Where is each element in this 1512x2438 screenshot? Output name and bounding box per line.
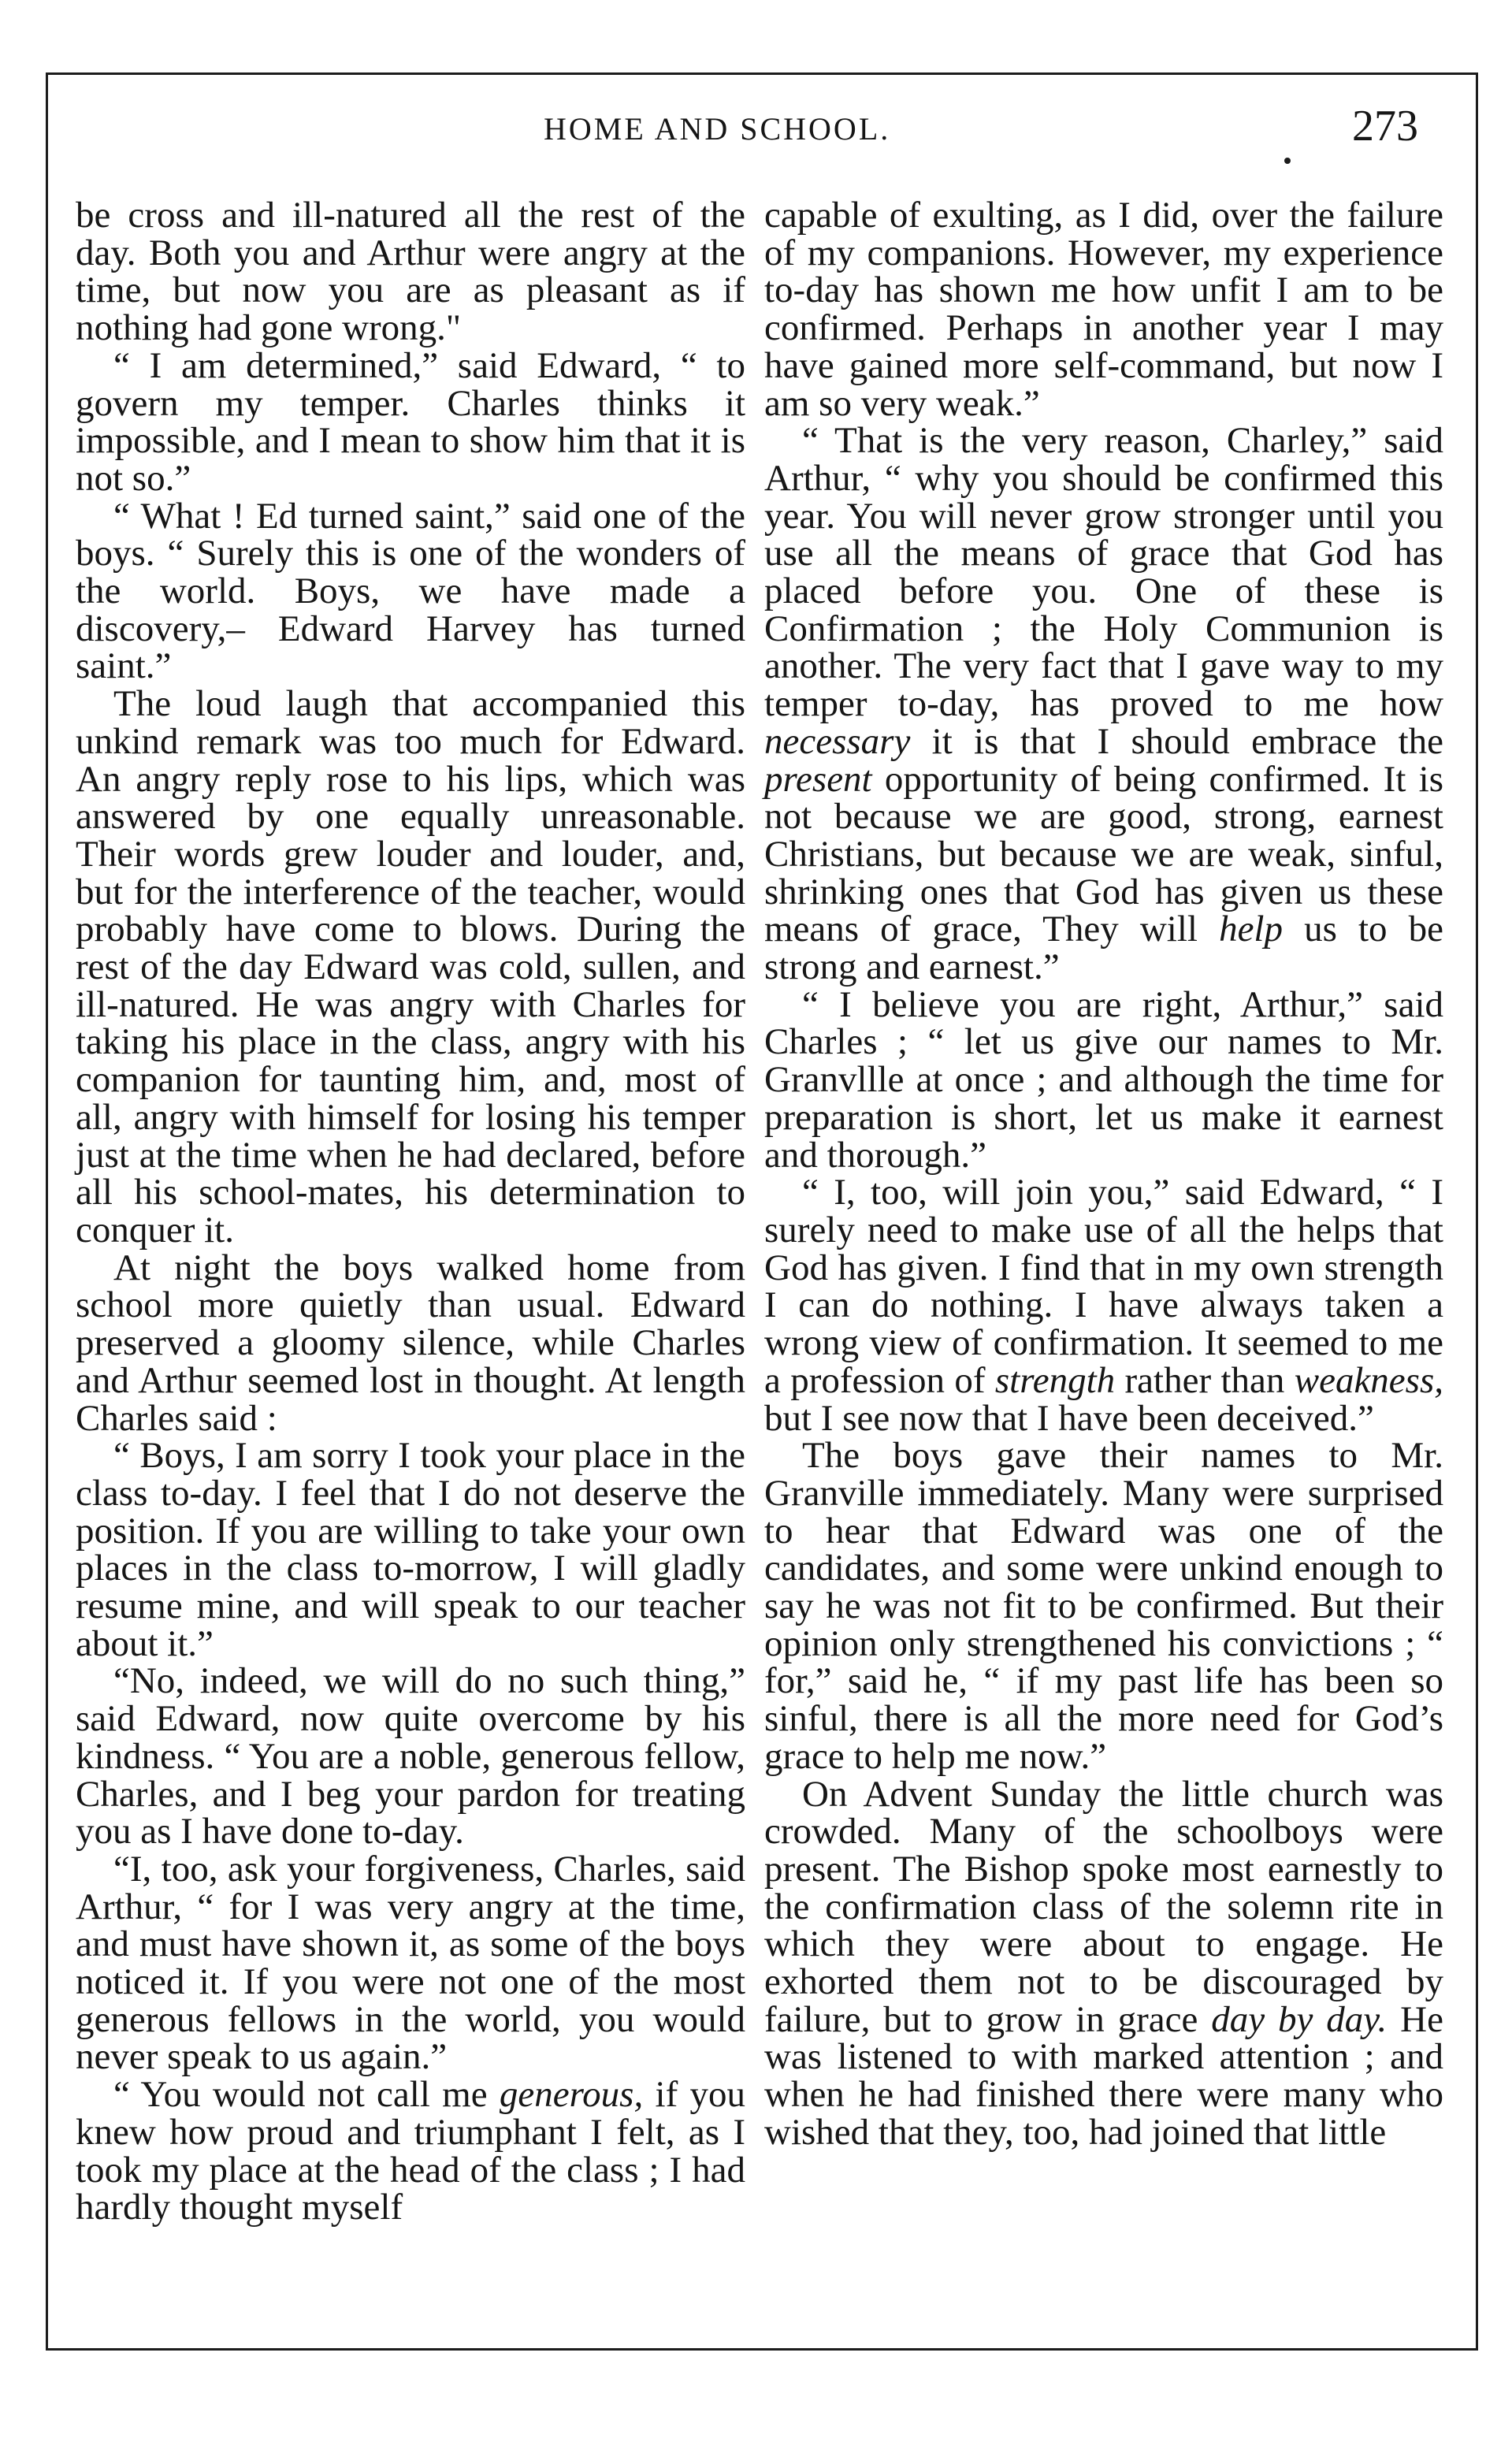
top-border-rule (46, 72, 1478, 75)
right-border-rule (1476, 72, 1478, 2350)
italic-emphasis: present (764, 758, 872, 800)
paragraph: “ That is the very reason, Charley,” said Arthur, “ why you should be confirmed this year. You will never grow stronger until you use all the means of grace that God has placed before you. One of these is Confirmation ; the Holy Communion is another. The very fact that I gave way to my temper to-day, has proved to me how necessary it is that I should embrace the present opportunity of being confirmed. It is not because we are good, strong, earnest Christians, but because we are weak, sinful, shrinking ones that God has given us these means of grace, They will help us to be strong and earnest.” (764, 420, 1443, 988)
paragraph: capable of exulting, as I did, over the failure of my companions. However, my experience to-day has shown me how unfit I am to be confirmed. Perhaps in another year I may have gained more self-command, but now I am so very weak.” (764, 195, 1443, 424)
bottom-border-rule (46, 2348, 1478, 2351)
running-head: HOME AND SCHOOL. (544, 111, 891, 147)
italic-emphasis: generous, (499, 2074, 644, 2116)
paragraph: The loud laugh that accompanied this unkind remark was too much for Edward. An angry reply rose to his lips, which was answered by one equally unreasonable. Their words grew louder and louder, and, but for the interference of the teacher, would probably have come to blows. During the rest of the day Edward was cold, sullen, and ill-natured. He was angry with Charles for taking his place in the class, angry with his companion for taunting him, and, most of all, angry with himself for losing his temper just at the time when he had declared, before all his school-mates, his determination to conquer it. (76, 683, 745, 1251)
italic-emphasis: weakness, (1294, 1359, 1443, 1401)
paragraph: be cross and ill-natured all the rest of the day. Both you and Arthur were angry at the time, but now you are as pleasant as if nothing had gone wrong." (76, 195, 745, 349)
left-column (76, 197, 745, 2227)
right-column (764, 197, 1443, 2152)
paragraph: “ I believe you are right, Arthur,” said Charles ; “ let us give our names to Mr. Granvllle at once ; and although the time for preparation is short, let us make it earnest and thorough.” (764, 983, 1443, 1176)
paragraph: “ You would not call me generous, if you knew how proud and triumphant I felt, as I took my place at the head of the class ; I had hardly thought myself (76, 2074, 746, 2228)
paragraph: “ What ! Ed turned saint,” said one of the boys. “ Surely this is one of the wonders of the world. Boys, we have made a discovery,– Edward Harvey has turned saint.” (76, 495, 745, 687)
paragraph: The boys gave their names to Mr. Granville immediately. Many were surprised to hear that Edward was one of the candidates, and some were unkind enough to say he was not fit to be confirmed. But their opinion only strengthened his convictions ; “ for,” said he, “ if my past life has been so sinful, there is all the more need for God’s grace to help me now.” (764, 1435, 1443, 1777)
paragraph: “No, indeed, we will do no such thing,” said Edward, now quite overcome by his kindness. “ You are a noble, generous fellow, Charles, and I beg your pardon for treating you as I have done to-day. (76, 1660, 745, 1853)
paragraph: “ I am determined,” said Edward, “ to govern my temper. Charles thinks it impossible, and I mean to show him that it is not so.” (76, 344, 745, 499)
ink-dot (1284, 158, 1291, 164)
italic-emphasis: day by day. (1211, 1998, 1388, 2040)
paragraph: On Advent Sunday the little church was crowded. Many of the schoolboys were present. The Bishop spoke most earnestly to the confirmation class of the solemn rite in which they were about to engage. He exhorted them not to be discouraged by failure, but to grow in grace day by day. He was listened to with marked attention ; and when he had finished there were many who wished that they, too, had joined that little (764, 1773, 1443, 2153)
paragraph: “ I, too, will join you,” said Edward, “ I surely need to make use of all the helps that God has given. I find that in my own strength I can do nothing. I have always taken a wrong view of confirmation. It seemed to me a profession of strength rather than weakness, but I see now that I have been deceived.” (764, 1172, 1443, 1439)
page-number: 273 (1352, 102, 1418, 151)
left-border-rule (46, 72, 48, 2350)
paragraph: “I, too, ask your forgiveness, Charles, said Arthur, “ for I was very angry at the time, and must have shown it, as some of the boys noticed it. If you were not one of the most generous fellows in the world, you would never speak to us again.” (76, 1848, 745, 2078)
italic-emphasis: necessary (764, 720, 911, 762)
paragraph: “ Boys, I am sorry I took your place in the class to-day. I feel that I do not deserve the position. If you are willing to take your own places in the class to-morrow, I will gladly resume mine, and will speak to our teacher about it.” (76, 1435, 745, 1664)
italic-emphasis: help (1219, 909, 1283, 950)
paragraph: At night the boys walked home from school more quietly than usual. Edward preserved a gloomy silence, while Charles and Arthur seemed lost in thought. At length Charles said : (76, 1247, 745, 1439)
italic-emphasis: strength (994, 1359, 1116, 1401)
